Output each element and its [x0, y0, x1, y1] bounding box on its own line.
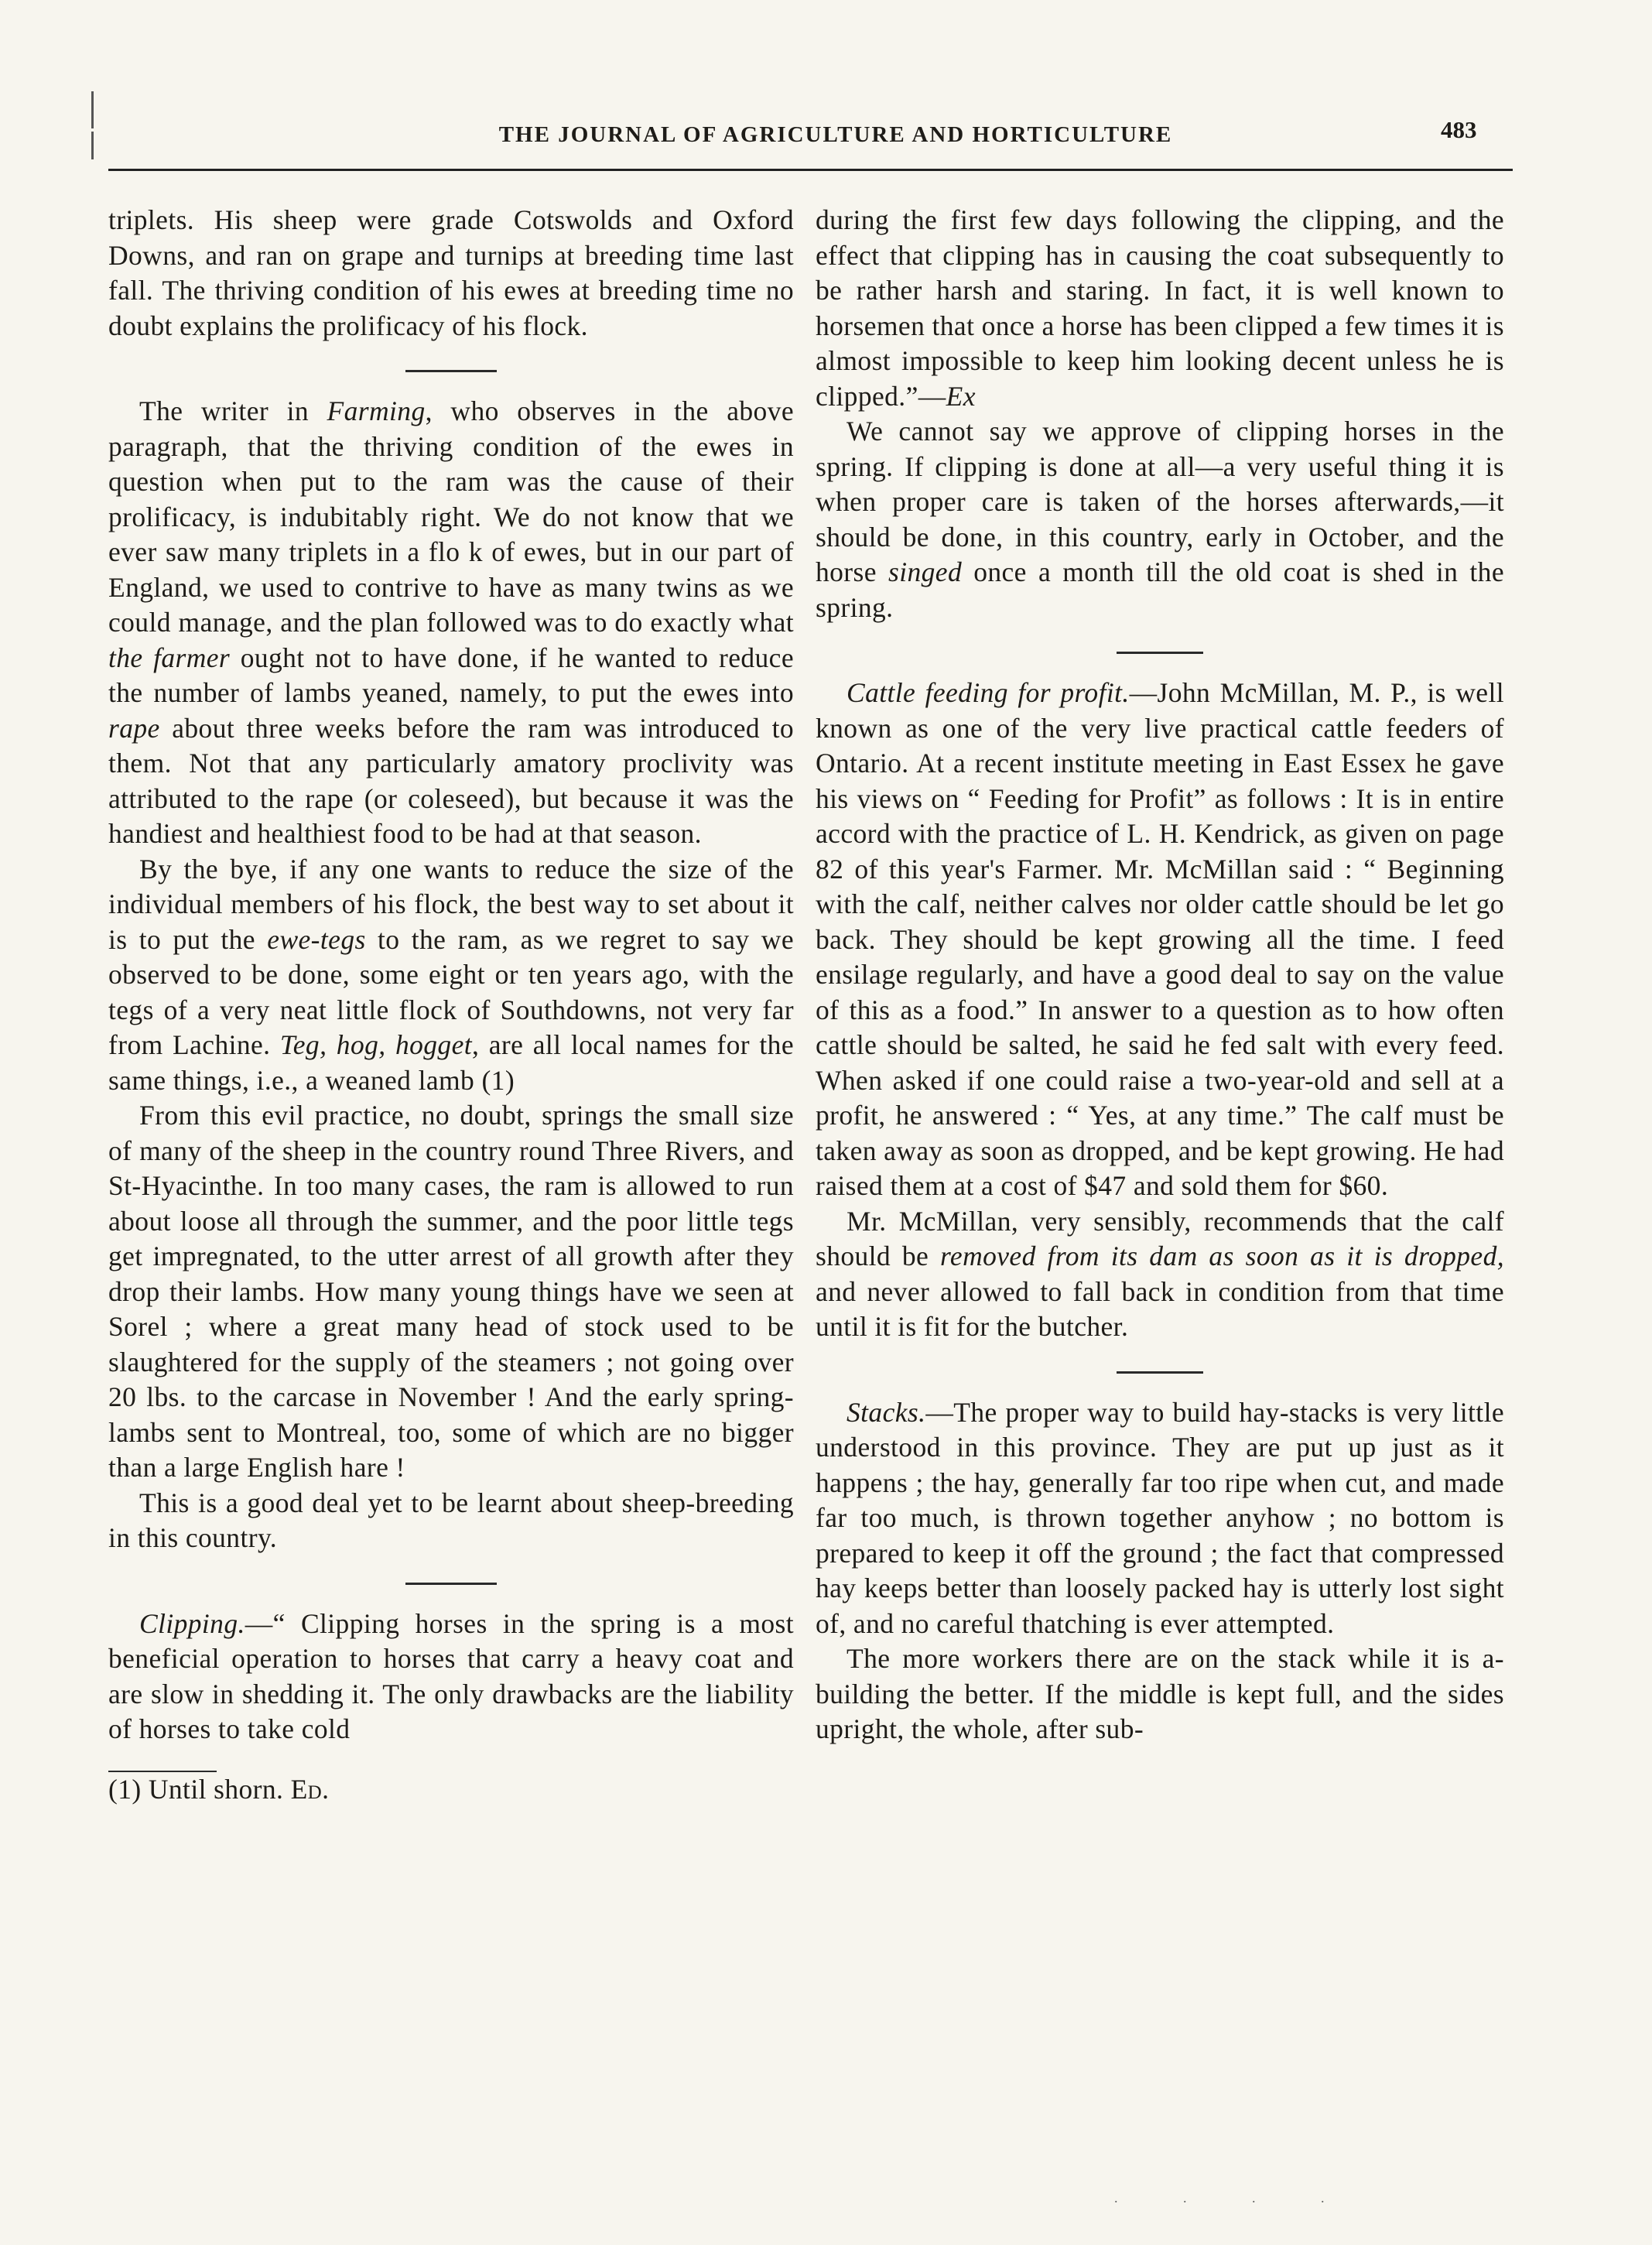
section-divider	[1117, 652, 1203, 654]
margin-mark	[91, 91, 94, 128]
footnote: (1) Until shorn. Ed.	[108, 1773, 330, 1805]
header-rule	[108, 169, 1513, 171]
paragraph-cattle-feeding: Cattle feeding for profit.—John McMillan, M. P., is well known as one of the very live practical cattle feeders of Ontario. At a recent institute meeting in East Essex he gave his views on “ Feeding for Profit” as follows : It is in entire accord with the practice of L. H. Kendrick, as given on page 82 of this year's Farmer. Mr. McMillan said : “ Beginning with the calf, neither calves nor older cattle should be let go back. They should be kept growing all the time. I feed ensilage regularly, and have a good deal to say on the value of this as a food.” In answer to a question as to how often cattle should be salted, he said he fed salt with every feed. When asked if one could raise a two-year-old and sell at a profit, he answered : “ Yes, at any time.” The calf must be taken away as soon as dropped, and be kept growing. He had raised them at a cost of $47 and sold them for $60.	[816, 677, 1504, 1201]
running-header: THE JOURNAL OF AGRICULTURE AND HORTICULTURE	[498, 122, 1173, 147]
page-number: 483	[1441, 116, 1477, 143]
paragraph-triplets: triplets. His sheep were grade Cotswolds and Oxford Downs, and ran on grape and turnips at breeding time last fall. The thriving condition of his ewes at breeding time no doubt explains the prolificacy of his flock.	[108, 204, 794, 341]
paragraph-mcmillan-recommends: Mr. McMillan, very sensibly, recommends that the calf should be removed from its dam as soon as it is dropped, and never allowed to fall back in condition from that time until it is fit for the butcher.	[816, 1205, 1504, 1342]
section-divider	[1117, 1371, 1203, 1374]
margin-mark	[91, 132, 94, 159]
paragraph-stack-workers: The more workers there are on the stack while it is a-building the better. If the middle is kept full, and the sides upright, the whole, after sub-	[816, 1643, 1504, 1744]
paragraph-stacks: Stacks.—The proper way to build hay-stacks is very little understood in this province. They are put up just as it happens ; the hay, generally far too ripe when cut, and made far too much, is thrown together anyhow ; no bottom is prepared to keep it off the ground ; the fact that compressed hay keeps better than loosely packed hay is utterly lost sight of, and no careful thatching is ever attempted.	[816, 1396, 1504, 1639]
paragraph-farming-writer: The writer in Farming, who observes in the above paragraph, that the thriving condition of the ewes in question when put to the ram was the cause of their prolificacy, is indubitably right. We do not know that we ever saw many triplets in a flo k of ewes, but in our part of England, we used to contrive to have as many twins as we could manage, and the plan followed was to do exactly what the farmer ought not to have done, if he wanted to reduce the number of lambs yeaned, namely, to put the ewes into rape about three weeks before the ram was introduced to them. Not that any particularly amatory proclivity was attributed to the rape (or coleseed), but because it was the handiest and healthiest food to be had at that season.	[108, 395, 794, 849]
print-specks: . . . .	[1114, 2190, 1356, 2206]
paragraph-sheep-breeding: This is a good deal yet to be learnt about sheep-breeding in this country.	[108, 1487, 794, 1553]
section-divider	[405, 370, 497, 372]
paragraph-evil-practice: From this evil practice, no doubt, springs the small size of many of the sheep in the country round Three Rivers, and St-Hyacinthe. In too many cases, the ram is allowed to run about loose all through the summer, and the poor little tegs get impregnated, to the utter arrest of all growth after they drop their lambs. How many young things have we seen at Sorel ; where a great many head of stock used to be slaughtered for the supply of the steamers ; not going over 20 lbs. to the carcase in November ! And the early spring-lambs sent to Montreal, too, some of which are no bigger than a large English hare !	[108, 1100, 794, 1483]
left-column	[108, 203, 794, 1807]
section-divider	[405, 1583, 497, 1585]
paragraph-clipping-opinion: We cannot say we approve of clipping horses in the spring. If clipping is done at all—a very useful thing it is when proper care is taken of the horses afterwards,—it should be done, in this country, early in October, and the horse singed once a month till the old coat is shed in the spring.	[816, 416, 1504, 623]
paragraph-clipping: Clipping.—“ Clipping horses in the spring is a most beneficial operation to horses that carry a heavy coat and are slow in shedding it. The only drawbacks are the liability of horses to take cold	[108, 1607, 794, 1744]
paragraph-clipping-continued: during the first few days following the clipping, and the effect that clipping has in causing the coat subsequently to be rather harsh and staring. In fact, it is well known to horsemen that once a horse has been clipped a few times it is almost impossible to keep him looking decent unless he is clipped.”—Ex	[816, 204, 1504, 412]
right-column	[816, 203, 1504, 1747]
paragraph-ewe-tegs: By the bye, if any one wants to reduce the size of the individual members of his flock, the best way to set about it is to put the ewe-tegs to the ram, as we regret to say we observed to be done, some eight or ten years ago, with the tegs of a very neat little flock of Southdowns, not very far from Lachine. Teg, hog, hogget, are all local names for the same things, i.e., a weaned lamb (1)	[108, 853, 794, 1096]
